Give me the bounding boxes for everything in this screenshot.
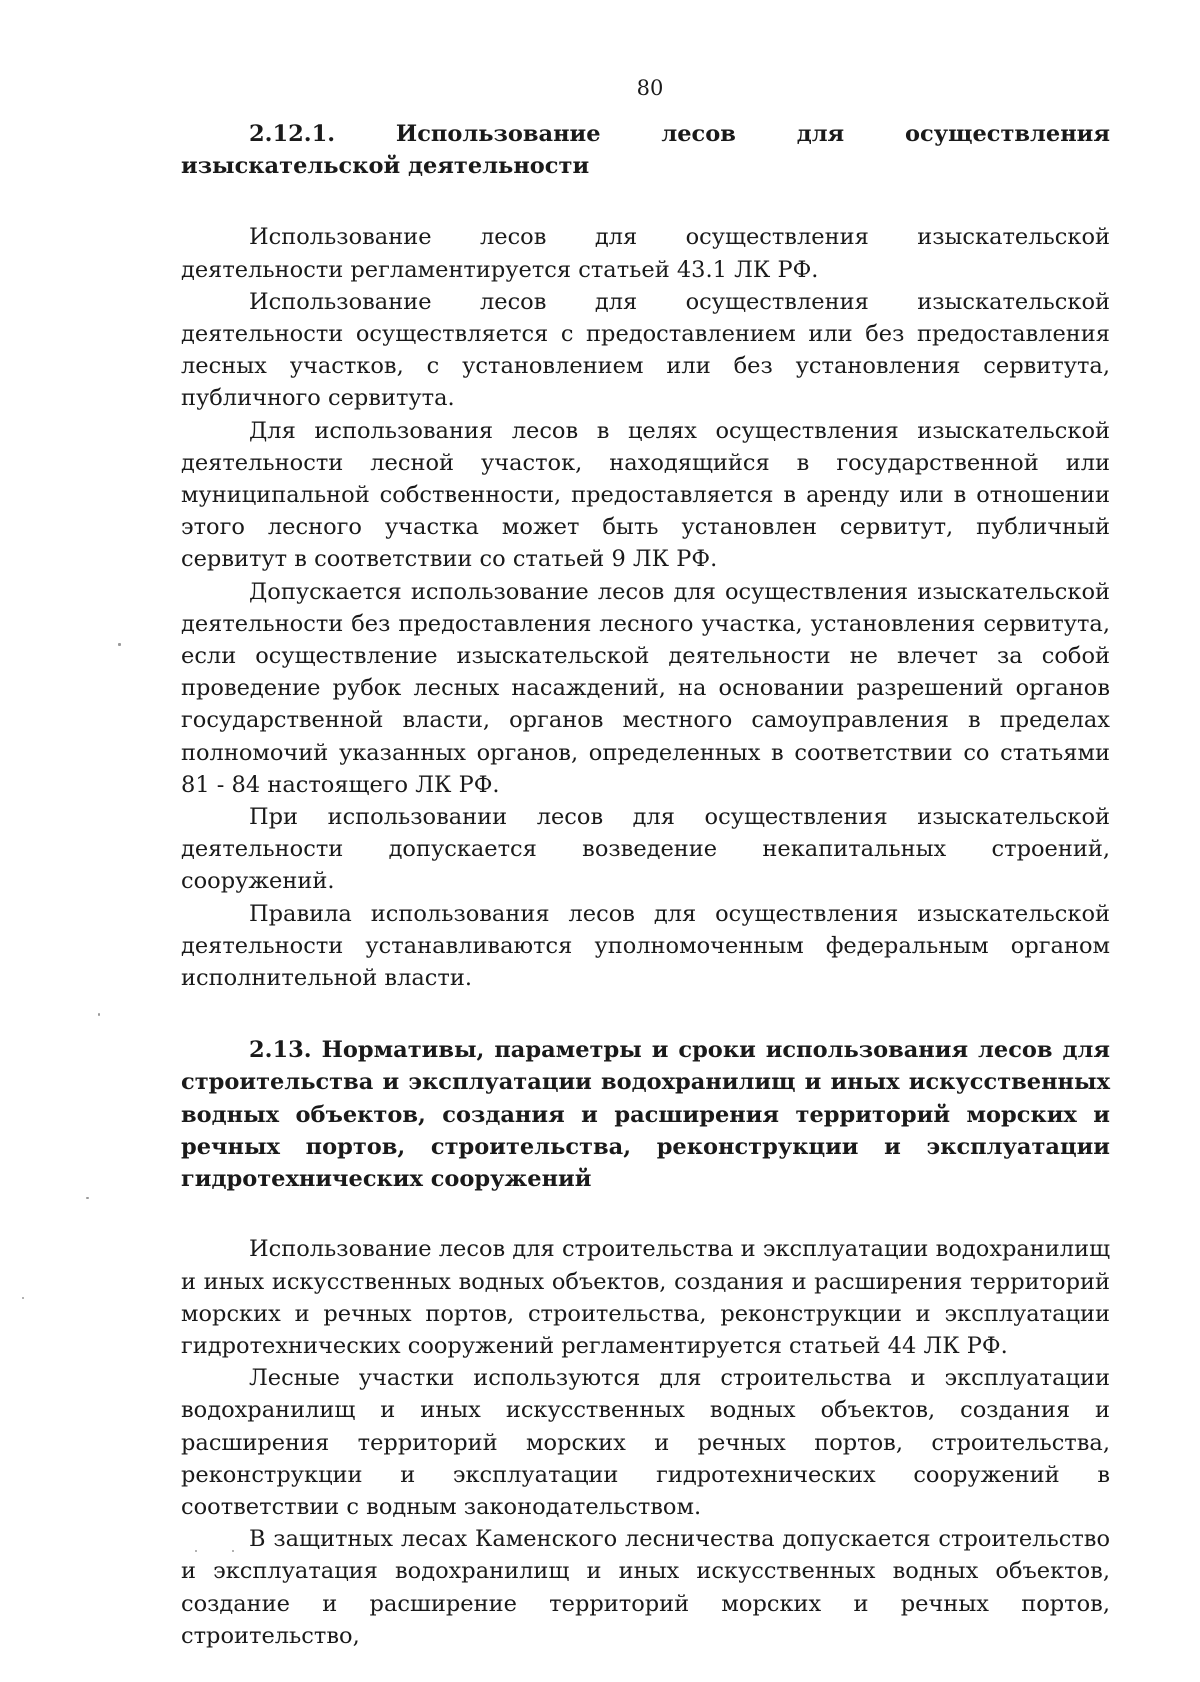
paragraph: Использование лесов для осуществления изыскательской деятельности регламентируется статьей 43.1 ЛК РФ. <box>181 224 1110 283</box>
paragraph: Лесные участки используются для строительства и эксплуатации водохранилищ и иных искусственных водных объектов, создания и расширения территорий морских и речных портов, строительства, реконструкции и эксплуатации гидротехнических сооружений в соответствии с водным законодательством. <box>181 1365 1110 1520</box>
paragraph: Правила использования лесов для осуществления изыскательской деятельности устанавливаются уполномоченным федеральным органом исполнительной власти. <box>181 900 1110 992</box>
scan-speck <box>86 1197 89 1199</box>
paragraph: Для использования лесов в целях осуществления изыскательской деятельности лесной участок, находящийся в государственной или муниципальной собственности, предоставляется в аренду или в отношении этого лесного участка может быть установлен сервитут, публичный сервитут в соответствии со статьей 9 ЛК РФ. <box>181 417 1110 573</box>
paragraph: При использовании лесов для осуществления изыскательской деятельности допускается возведение некапитальных строений, сооружений. <box>181 804 1110 895</box>
paragraph: Использование лесов для осуществления изыскательской деятельности осуществляется с предоставлением или без предоставления лесных участков, с установлением или без установления сервитута, публичного сервитута. <box>181 288 1110 412</box>
scan-speck <box>98 1013 100 1016</box>
scan-speck <box>232 1550 234 1552</box>
scan-speck <box>22 1297 24 1299</box>
section-heading-2-12-1: 2.12.1. Использование лесов для осуществления изыскательской деятельности <box>181 121 1110 180</box>
paragraph: В защитных лесах Каменского лесничества допускается строительство и эксплуатация водохранилищ и иных искусственных водных объектов, создание и расширение территорий морских и речных портов, строительство, <box>181 1526 1110 1649</box>
paragraph: Допускается использование лесов для осуществления изыскательской деятельности без предоставления лесного участка, установления сервитута, если осуществление изыскательской деятельности не влечет за собой проведение рубок лесных насаждений, на основании разрешений органов государственной власти, органов местного самоуправления в пределах полномочий указанных органов, определенных в соответствии со статьями 81 - 84 настоящего ЛК РФ. <box>181 578 1110 798</box>
paragraph: Использование лесов для строительства и эксплуатации водохранилищ и иных искусственных водных объектов, создания и расширения территорий морских и речных портов, строительства, реконструкции и эксплуатации гидротехнических сооружений регламентируется статьей 44 ЛК РФ. <box>181 1236 1110 1359</box>
scan-speck <box>195 1550 197 1552</box>
scan-speck <box>118 643 121 646</box>
page-number: 80 <box>636 76 664 100</box>
section-heading-2-13: 2.13. Нормативы, параметры и сроки использования лесов для строительства и эксплуатации водохранилищ и иных искусственных водных объектов, создания и расширения территорий морских и речных портов, строительства, реконструкции и эксплуатации гидротехнических сооружений <box>181 1037 1110 1193</box>
page-content <box>181 118 1110 1652</box>
